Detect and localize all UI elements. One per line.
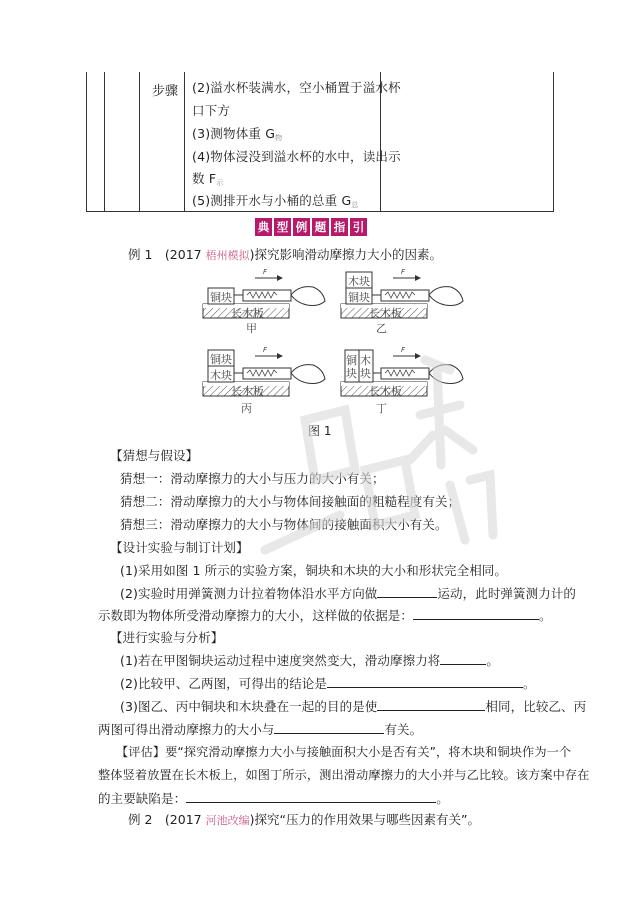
force-label: F	[263, 268, 268, 276]
step-text: (5)测排开水与小桶的总重 $G_总$	[192, 193, 359, 209]
answer-blank[interactable]	[377, 699, 485, 711]
block-label: 铜块	[346, 354, 357, 380]
guess-line: 猜想一：滑动摩擦力的大小与压力的大小有关；	[120, 471, 385, 486]
answer-blank[interactable]	[186, 791, 436, 803]
panel-label: 丙	[241, 402, 252, 415]
body-line: 示数即为物体所受滑动摩擦力的大小，这样做的依据是： 。	[98, 608, 552, 623]
block-label: 铜块	[210, 353, 232, 366]
force-label: F	[401, 268, 406, 276]
panel-label: 甲	[246, 322, 257, 335]
body-line: (3)图乙、丙中铜块和木块叠在一起的目的是使 相同，比较乙、丙	[120, 699, 587, 714]
hand-icon	[429, 365, 463, 384]
step-text: (4)物体浸没到溢水杯的水中，读出示	[192, 149, 401, 164]
step-label: 步骤	[152, 84, 179, 99]
hand-icon	[291, 365, 325, 384]
answer-blank[interactable]	[440, 653, 486, 665]
block-label: 木块	[348, 275, 370, 288]
hand-icon	[429, 287, 463, 306]
figure-caption: 图 1	[308, 424, 332, 438]
step-text: (3)测物体重 $G_物$	[192, 126, 283, 142]
banner-char: 题	[312, 218, 329, 236]
board-label: 长木板	[231, 307, 264, 320]
table-border-right	[553, 72, 554, 212]
body-line: 整体竖着放置在长木板上，如图丁所示，测出滑动摩擦力的大小并与乙比较。该方案中存在	[98, 768, 590, 782]
panel-label: 乙	[376, 322, 387, 335]
body-line: (1)采用如图 1 所示的实验方案，铜块和木块的大小和形状完全相同。	[120, 563, 508, 578]
guess-line: 猜想二：滑动摩擦力的大小与物体间接触面的粗糙程度有关；	[120, 494, 461, 509]
section-banner	[255, 218, 367, 236]
example-2-heading: 例 2 (2017 河池改编)探究“压力的作用效果与哪些因素有关”。	[128, 812, 480, 827]
block-label: 铜块	[348, 291, 370, 304]
board-label: 长木板	[369, 385, 402, 398]
body-line: (2)比较甲、乙两图，可得出的结论是 。	[120, 676, 536, 691]
board-label: 长木板	[369, 307, 402, 320]
body-line: (1)若在甲图铜块运动过程中速度突然变大，滑动摩擦力将 。	[120, 653, 500, 668]
table-border-left	[86, 72, 87, 212]
body-line: 两图可得出滑动摩擦力的大小与 有关。	[98, 722, 423, 737]
force-label: F	[263, 346, 268, 354]
body-line: (2)实验时用弹簧测力计拉着物体沿水平方向做 运动，此时弹簧测力计的	[120, 586, 577, 601]
banner-char: 典	[255, 218, 272, 236]
banner-char: 例	[293, 218, 310, 236]
answer-blank[interactable]	[413, 608, 539, 620]
example-1-heading: 例 1 (2017 梧州模拟)探究影响滑动摩擦力大小的因素。	[128, 247, 442, 262]
section-heading: 【猜想与假设】	[110, 448, 199, 463]
banner-char: 型	[274, 218, 291, 236]
banner-char: 引	[350, 218, 367, 236]
guess-line: 猜想三：滑动摩擦力的大小与物体间的接触面积大小有关。	[120, 517, 448, 532]
step-text: 数 $F_示$	[192, 171, 224, 187]
table-divider	[139, 72, 140, 212]
body-line: 【评估】要“探究滑动摩擦力大小与接触面积大小是否有关”，将木块和铜块作为一个	[116, 745, 572, 759]
step-text: 口下方	[192, 103, 231, 118]
section-heading: 【进行实验与分析】	[110, 630, 224, 645]
hand-icon	[291, 287, 325, 306]
block-label: 木块	[210, 369, 232, 382]
answer-blank[interactable]	[377, 586, 437, 598]
block-label: 铜块	[210, 291, 232, 304]
block-label: 木块	[360, 354, 371, 380]
board-label: 长木板	[231, 385, 264, 398]
banner-char: 指	[331, 218, 348, 236]
step-text: (2)溢水杯装满水，空小桶置于溢水杯	[192, 80, 401, 95]
panel-label: 丁	[376, 402, 387, 415]
section-heading: 【设计实验与制订计划】	[110, 540, 249, 555]
table-divider	[184, 72, 185, 212]
body-line: 的主要缺陷是： 。	[98, 791, 449, 806]
answer-blank[interactable]	[327, 676, 523, 688]
answer-blank[interactable]	[274, 722, 384, 734]
table-divider	[104, 72, 105, 212]
force-label: F	[401, 346, 406, 354]
table-border-bottom	[86, 211, 554, 212]
